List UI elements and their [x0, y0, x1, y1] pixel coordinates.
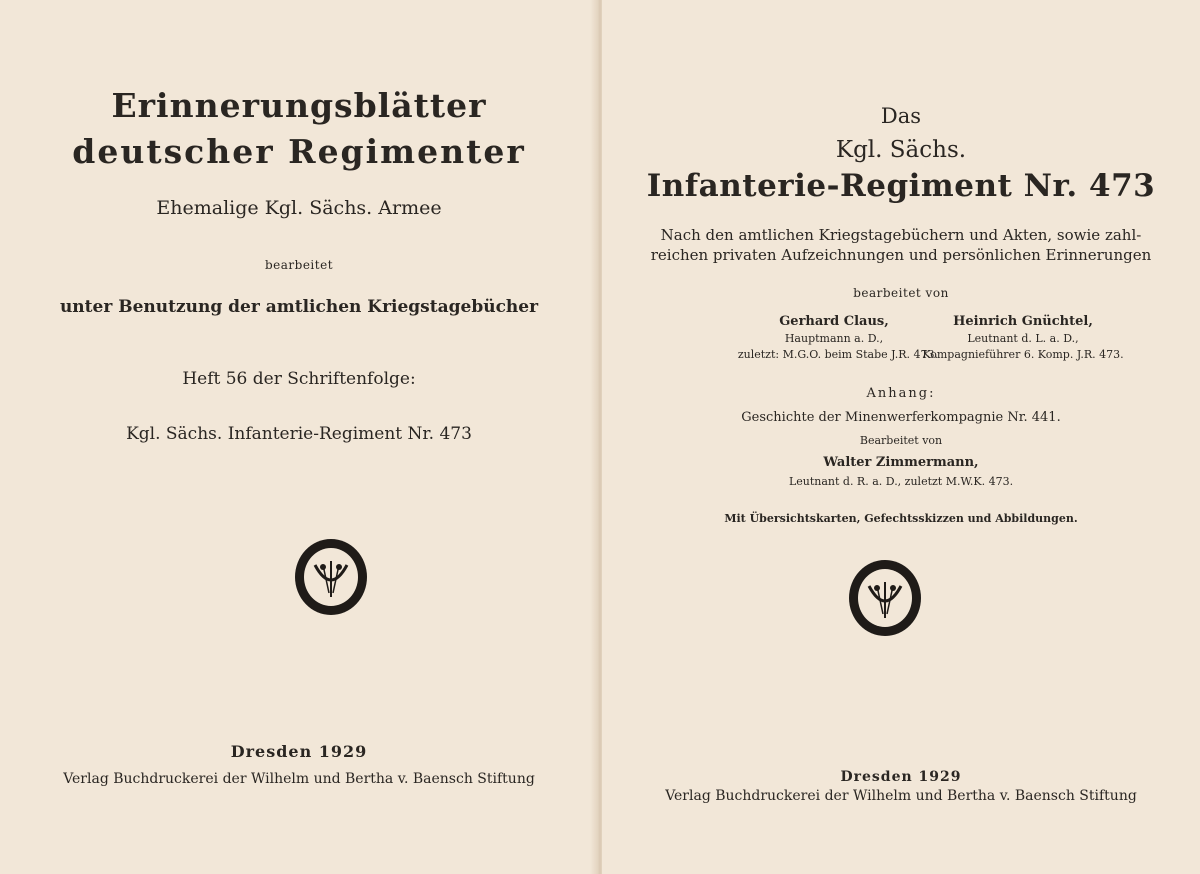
right-title-line1: Das	[880, 104, 922, 128]
author2-name: Heinrich Gnüchtel,	[953, 314, 1093, 329]
right-title-line3: Infanterie-Regiment Nr. 473	[646, 168, 1156, 204]
appendix-title: Geschichte der Minenwerferkompagnie Nr. 441.	[741, 410, 1061, 425]
left-edited: bearbeitet	[264, 258, 334, 272]
appendix-author-rank: Leutnant d. R. a. D., zuletzt M.W.K. 473.	[788, 475, 1014, 488]
right-desc-line1: Nach den amtlichen Kriegstagebüchern und Akten, sowie zahl-	[660, 226, 1142, 244]
appendix-author: Walter Zimmermann,	[823, 455, 979, 470]
right-publisher: Verlag Buchdruckerei der Wilhelm und Bertha v. Baensch Stiftung	[665, 788, 1137, 804]
right-edited-by: bearbeitet von	[853, 286, 949, 300]
appendix-edited: Bearbeitet von	[859, 434, 943, 447]
right-page	[602, 0, 1200, 874]
author1-block	[654, 314, 944, 361]
left-basis: unter Benutzung der amtlichen Kriegstagebücher	[59, 297, 539, 317]
author2-block	[918, 314, 1128, 361]
printer-seal-icon	[293, 537, 369, 617]
appendix-label: Anhang:	[866, 386, 936, 401]
left-regiment: Kgl. Sächs. Infanterie-Regiment Nr. 473	[126, 424, 472, 444]
left-place-year: Dresden 1929	[230, 742, 368, 761]
left-series: Heft 56 der Schriftenfolge:	[182, 369, 416, 389]
extras-note: Mit Übersichtskarten, Gefechtsskizzen und Abbildungen.	[724, 512, 1078, 525]
left-subtitle: Ehemalige Kgl. Sächs. Armee	[156, 197, 442, 219]
author1-name: Gerhard Claus,	[779, 314, 889, 329]
printer-seal-icon	[847, 558, 923, 638]
right-desc-line2: reichen privaten Aufzeichnungen und persönlichen Erinnerungen	[650, 246, 1152, 264]
left-title-line1: Erinnerungsblätter	[111, 86, 487, 125]
left-page	[0, 0, 598, 874]
right-title-line2: Kgl. Sächs.	[835, 137, 967, 163]
right-place-year: Dresden 1929	[840, 769, 962, 785]
author1-last: zuletzt: M.G.O. beim Stabe J.R. 473.	[737, 348, 938, 361]
left-title-line2: deutscher Regimenter	[72, 132, 526, 171]
author2-last: Kompagnieführer 6. Komp. J.R. 473.	[922, 348, 1124, 361]
author1-rank: Hauptmann a. D.,	[784, 332, 884, 345]
left-publisher: Verlag Buchdruckerei der Wilhelm und Bertha v. Baensch Stiftung	[63, 771, 535, 787]
author2-rank: Leutnant d. L. a. D.,	[967, 332, 1079, 345]
